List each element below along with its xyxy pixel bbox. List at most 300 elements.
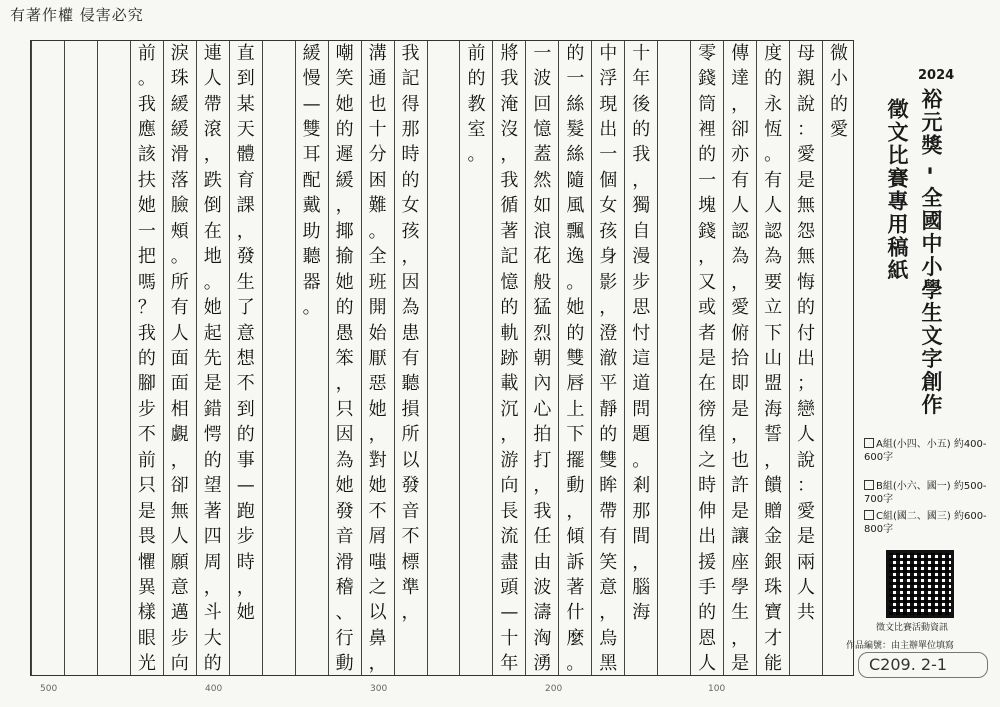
essay-char: 願 — [170, 551, 189, 573]
essay-char: 的 — [467, 68, 486, 90]
essay-char: 眼 — [137, 627, 156, 649]
essay-char: 人 — [764, 195, 783, 217]
essay-char: 是 — [137, 500, 156, 522]
essay-char: ， — [566, 500, 585, 522]
essay-char: 步 — [632, 271, 651, 293]
essay-char: 徨 — [698, 424, 717, 446]
essay-char: 望 — [203, 475, 222, 497]
essay-char: 孩 — [599, 220, 618, 242]
essay-char: 忖 — [632, 322, 651, 344]
essay-char: 十 — [632, 42, 651, 64]
manuscript-column — [459, 41, 492, 675]
essay-char: 出 — [599, 119, 618, 141]
essay-char: 珠 — [170, 68, 189, 90]
essay-char: 一 — [599, 144, 618, 166]
essay-char: 濤 — [533, 602, 552, 624]
essay-char: 擺 — [566, 449, 585, 471]
group-c: C組(國二、國三) 約600-800字 — [864, 511, 987, 535]
checkbox-checked-icon — [864, 510, 874, 520]
essay-char: 一 — [137, 220, 156, 242]
essay-char: 付 — [797, 322, 816, 344]
essay-char: 、 — [335, 602, 354, 624]
essay-char: 的 — [698, 144, 717, 166]
essay-char: 自 — [632, 220, 651, 242]
essay-char: 鼻 — [368, 627, 387, 649]
essay-char: 錢 — [698, 220, 717, 242]
essay-char: 髮 — [566, 119, 585, 141]
essay-char: 應 — [137, 119, 156, 141]
essay-char: 珠 — [764, 576, 783, 598]
essay-char: 上 — [566, 398, 585, 420]
essay-char: 年 — [500, 653, 519, 675]
essay-char: ， — [599, 602, 618, 624]
manuscript-column — [822, 41, 855, 675]
essay-char: 恩 — [698, 627, 717, 649]
essay-char: 異 — [137, 576, 156, 598]
manuscript-grid — [30, 40, 854, 676]
essay-char: 共 — [797, 602, 816, 624]
essay-char: 記 — [401, 68, 420, 90]
essay-char: 臉 — [170, 195, 189, 217]
essay-char: 只 — [137, 475, 156, 497]
manuscript-column — [657, 41, 690, 675]
essay-char: 行 — [335, 627, 354, 649]
essay-char: 飄 — [566, 220, 585, 242]
essay-char: 才 — [764, 627, 783, 649]
essay-char: 載 — [500, 373, 519, 395]
essay-char: 個 — [599, 169, 618, 191]
essay-char: 這 — [632, 348, 651, 369]
essay-char: 說 — [797, 93, 816, 115]
essay-char: 認 — [731, 220, 750, 242]
contest-year: 2024 — [918, 68, 955, 83]
essay-char: 有 — [731, 169, 750, 191]
essay-char: 或 — [698, 297, 717, 319]
essay-char: 我 — [137, 93, 156, 115]
essay-char: 道 — [632, 373, 651, 395]
essay-char: ， — [731, 93, 750, 115]
essay-char: 能 — [764, 653, 783, 675]
essay-char: 配 — [302, 169, 321, 191]
essay-char: 以 — [401, 449, 420, 471]
essay-char: 卻 — [731, 119, 750, 141]
essay-char: 的 — [500, 297, 519, 319]
essay-char: 頭 — [500, 576, 519, 598]
manuscript-column — [558, 41, 591, 675]
essay-char: 著 — [203, 500, 222, 522]
essay-char: 記 — [500, 246, 519, 268]
essay-char: 憶 — [500, 271, 519, 293]
essay-char: 笑 — [335, 68, 354, 90]
ruler-tick-label: 400 — [205, 684, 223, 694]
essay-char: 她 — [368, 398, 387, 420]
essay-char: 我 — [500, 169, 519, 191]
essay-char: 了 — [236, 297, 255, 319]
essay-char: 愛 — [797, 144, 816, 166]
essay-char: 步 — [137, 398, 156, 420]
essay-char: 全 — [368, 246, 387, 268]
essay-char: 內 — [533, 373, 552, 395]
essay-char: 裡 — [698, 119, 717, 141]
essay-char: 浮 — [599, 68, 618, 90]
essay-char: 親 — [797, 68, 816, 90]
essay-char: 的 — [401, 169, 420, 191]
essay-char: 人 — [698, 653, 717, 675]
essay-char: 海 — [632, 602, 651, 624]
manuscript-column — [525, 41, 558, 675]
essay-char: 嘲 — [335, 42, 354, 64]
essay-char: — — [236, 475, 255, 497]
essay-char: 是 — [698, 348, 717, 369]
essay-char: ， — [500, 144, 519, 166]
essay-char: 分 — [368, 144, 387, 166]
essay-char: 滑 — [170, 144, 189, 166]
essay-char: 饋 — [764, 475, 783, 497]
essay-char: 聽 — [401, 373, 420, 395]
essay-char: 女 — [401, 195, 420, 217]
essay-char: 靜 — [599, 398, 618, 420]
essay-char: 我 — [401, 42, 420, 64]
essay-char: ， — [401, 246, 420, 268]
essay-char: 在 — [203, 220, 222, 242]
essay-char: 打 — [533, 449, 552, 471]
essay-char: 頰 — [170, 220, 189, 242]
essay-char: 流 — [500, 526, 519, 548]
essay-char: 無 — [797, 246, 816, 268]
essay-char: ， — [599, 297, 618, 319]
essay-char: 誓 — [764, 424, 783, 446]
essay-char: 把 — [137, 246, 156, 268]
essay-char: — — [302, 93, 321, 115]
essay-char: 為 — [401, 297, 420, 319]
essay-char: 跡 — [500, 348, 519, 369]
essay-char: 面 — [170, 348, 189, 369]
manuscript-column — [64, 41, 97, 675]
essay-char: ， — [368, 653, 387, 675]
essay-char: 手 — [698, 576, 717, 598]
essay-char: 十 — [368, 119, 387, 141]
essay-char: 立 — [764, 297, 783, 319]
essay-char: 洶 — [533, 627, 552, 649]
essay-char: 覷 — [170, 424, 189, 446]
essay-char: 逸 — [566, 246, 585, 268]
essay-char: 樣 — [137, 602, 156, 624]
essay-char: 的 — [203, 653, 222, 675]
essay-char: 。 — [137, 68, 156, 90]
essay-char: 她 — [335, 475, 354, 497]
essay-char: 由 — [533, 551, 552, 573]
essay-char: 寶 — [764, 602, 783, 624]
essay-char: 傾 — [566, 526, 585, 548]
essay-char: 該 — [137, 144, 156, 166]
essay-char: ， — [731, 424, 750, 446]
essay-char: 的 — [599, 424, 618, 446]
essay-char: 戴 — [302, 195, 321, 217]
essay-char: 難 — [368, 195, 387, 217]
checkbox-icon — [864, 438, 874, 448]
manuscript-column — [328, 41, 361, 675]
essay-char: 。 — [203, 271, 222, 293]
manuscript-column — [394, 41, 427, 675]
essay-char: 絲 — [566, 144, 585, 166]
essay-char: 卻 — [170, 475, 189, 497]
essay-char: 猛 — [533, 297, 552, 319]
essay-char: 思 — [632, 297, 651, 319]
essay-char: 波 — [533, 576, 552, 598]
essay-char: 著 — [566, 576, 585, 598]
essay-char: 的 — [698, 602, 717, 624]
essay-char: 達 — [731, 68, 750, 90]
manuscript-column — [196, 41, 229, 675]
essay-char: 銀 — [764, 551, 783, 573]
essay-char: 不 — [137, 424, 156, 446]
essay-char: 助 — [302, 220, 321, 242]
essay-char: 山 — [764, 348, 783, 369]
essay-char: 身 — [599, 246, 618, 268]
essay-char: 得 — [401, 93, 420, 115]
essay-char: 心 — [533, 398, 552, 420]
essay-char: 向 — [500, 475, 519, 497]
essay-char: 雙 — [599, 449, 618, 471]
essay-char: 遲 — [335, 144, 354, 166]
essay-char: 愛 — [731, 297, 750, 319]
essay-char: 學 — [731, 576, 750, 598]
essay-char: 零 — [698, 42, 717, 64]
ruler-tick-label: 200 — [545, 684, 563, 694]
essay-char: 長 — [500, 500, 519, 522]
essay-char: 緩 — [170, 119, 189, 141]
essay-char: 慢 — [302, 68, 321, 90]
essay-char: 她 — [137, 195, 156, 217]
essay-char: 她 — [335, 271, 354, 293]
essay-char: 沉 — [500, 398, 519, 420]
essay-char: 不 — [236, 373, 255, 395]
essay-char: 出 — [797, 348, 816, 369]
essay-char: 認 — [764, 220, 783, 242]
essay-char: 大 — [203, 627, 222, 649]
essay-char: 光 — [137, 653, 156, 675]
essay-char: 盡 — [500, 551, 519, 573]
essay-char: 者 — [698, 322, 717, 344]
id-label: 作品編號：由主辦單位填寫 — [846, 641, 955, 651]
essay-char: 著 — [500, 220, 519, 242]
essay-char: 援 — [698, 551, 717, 573]
essay-char: 的 — [335, 297, 354, 319]
essay-char: 下 — [566, 424, 585, 446]
essay-char: 是 — [797, 526, 816, 548]
essay-char: 周 — [203, 551, 222, 573]
essay-char: ， — [401, 602, 420, 624]
essay-char: 循 — [500, 195, 519, 217]
essay-char: 永 — [764, 93, 783, 115]
essay-char: 的 — [236, 424, 255, 446]
essay-char: 面 — [170, 373, 189, 395]
essay-char: 落 — [170, 169, 189, 191]
manuscript-column — [262, 41, 295, 675]
essay-char: 畏 — [137, 526, 156, 548]
essay-char: 之 — [368, 576, 387, 598]
essay-char: 海 — [764, 398, 783, 420]
essay-char: 時 — [401, 144, 420, 166]
essay-char: 。 — [632, 449, 651, 471]
essay-char: 通 — [368, 68, 387, 90]
essay-char: ， — [170, 449, 189, 471]
essay-char: 的 — [566, 42, 585, 64]
essay-char: 軌 — [500, 322, 519, 344]
essay-char: 然 — [533, 169, 552, 191]
essay-char: 她 — [368, 475, 387, 497]
manuscript-column — [97, 41, 130, 675]
essay-char: 緩 — [335, 169, 354, 191]
essay-char: 又 — [698, 271, 717, 293]
essay-char: 獨 — [632, 195, 651, 217]
essay-char: 想 — [236, 348, 255, 369]
essay-char: 。 — [467, 144, 486, 166]
essay-char: ， — [500, 424, 519, 446]
essay-char: 我 — [500, 68, 519, 90]
essay-char: 雙 — [566, 348, 585, 369]
essay-char: 倒 — [203, 195, 222, 217]
essay-char: 漫 — [632, 246, 651, 268]
essay-char: 許 — [731, 475, 750, 497]
essay-char: 的 — [797, 297, 816, 319]
essay-char: ： — [797, 475, 816, 497]
essay-char: 所 — [401, 424, 420, 446]
essay-char: 金 — [764, 526, 783, 548]
essay-char: 天 — [236, 119, 255, 141]
essay-char: 生 — [731, 602, 750, 624]
essay-char: 器 — [302, 271, 321, 293]
essay-char: 也 — [368, 93, 387, 115]
id-box — [858, 652, 988, 678]
essay-char: 孩 — [401, 220, 420, 242]
essay-char: 拍 — [533, 424, 552, 446]
essay-char: 要 — [764, 271, 783, 293]
essay-char: 不 — [401, 526, 420, 548]
essay-char: 先 — [203, 348, 222, 369]
essay-char: 任 — [533, 526, 552, 548]
manuscript-column — [163, 41, 196, 675]
essay-char: 現 — [599, 93, 618, 115]
essay-char: 教 — [467, 93, 486, 115]
essay-char: 前 — [137, 42, 156, 64]
essay-char: 拾 — [731, 348, 750, 369]
essay-char: 向 — [170, 653, 189, 675]
manuscript-column — [31, 41, 64, 675]
essay-char: 蓋 — [533, 144, 552, 166]
essay-char: 伸 — [698, 500, 717, 522]
essay-char: 塊 — [698, 195, 717, 217]
essay-char: 前 — [467, 42, 486, 64]
essay-char: 意 — [599, 576, 618, 598]
essay-char: 揄 — [335, 246, 354, 268]
essay-char: 課 — [236, 195, 255, 217]
essay-char: 愚 — [335, 322, 354, 344]
group-a: A組(小四、小五) 約400-600字 — [864, 439, 987, 463]
essay-char: 人 — [797, 424, 816, 446]
essay-char: 惡 — [368, 373, 387, 395]
essay-char: 女 — [599, 195, 618, 217]
essay-char: 題 — [632, 424, 651, 446]
essay-char: 音 — [401, 500, 420, 522]
essay-char: 徬 — [698, 398, 717, 420]
essay-char: 有 — [170, 297, 189, 319]
essay-char: 因 — [401, 271, 420, 293]
essay-char: 風 — [566, 195, 585, 217]
essay-char: 微 — [830, 42, 848, 64]
essay-char: 時 — [236, 551, 255, 573]
essay-char: 即 — [731, 373, 750, 395]
essay-char: 斗 — [203, 602, 222, 624]
manuscript-column — [756, 41, 789, 675]
essay-char: 無 — [797, 195, 816, 217]
essay-char: 平 — [599, 373, 618, 395]
essay-char: 烏 — [599, 627, 618, 649]
essay-char: 對 — [368, 449, 387, 471]
essay-char: 將 — [500, 42, 519, 64]
essay-char: ， — [731, 271, 750, 293]
essay-char: 腦 — [632, 576, 651, 598]
essay-char: 愕 — [203, 424, 222, 446]
essay-char: 小 — [830, 68, 848, 90]
essay-char: 前 — [137, 449, 156, 471]
essay-char: 絲 — [566, 93, 585, 115]
essay-char: ， — [203, 576, 222, 598]
essay-char: 一 — [566, 68, 585, 90]
essay-char: 愛 — [797, 500, 816, 522]
essay-char: 的 — [335, 119, 354, 141]
essay-char: 之 — [698, 449, 717, 471]
group-b: B組(小六、國一) 約500-700字 — [864, 481, 987, 505]
essay-char: 笨 — [335, 348, 354, 369]
essay-char: 笑 — [599, 551, 618, 573]
essay-char: 黑 — [599, 653, 618, 675]
essay-char: 嗤 — [368, 551, 387, 573]
essay-char: 起 — [203, 322, 222, 344]
essay-char: 悔 — [797, 271, 816, 293]
essay-char: 後 — [632, 93, 651, 115]
essay-char: 一 — [698, 169, 717, 191]
essay-char: 是 — [731, 653, 750, 675]
essay-char: 耳 — [302, 144, 321, 166]
essay-char: 發 — [335, 500, 354, 522]
essay-char: ， — [236, 220, 255, 242]
essay-char: 度 — [764, 42, 783, 64]
essay-char: 她 — [566, 297, 585, 319]
essay-char: 人 — [797, 576, 816, 598]
essay-char: 有 — [764, 169, 783, 191]
essay-char: ， — [335, 195, 354, 217]
form-sidebar — [846, 40, 1000, 680]
essay-char: 下 — [764, 322, 783, 344]
essay-char: 說 — [797, 449, 816, 471]
essay-char: 她 — [236, 602, 255, 624]
essay-char: 讓 — [731, 526, 750, 548]
essay-char: 始 — [368, 322, 387, 344]
essay-char: ， — [632, 169, 651, 191]
essay-char: 愛 — [830, 119, 848, 141]
essay-char: 沒 — [500, 119, 519, 141]
essay-char: 帶 — [599, 500, 618, 522]
essay-char: 。 — [566, 271, 585, 293]
essay-char: 雙 — [302, 119, 321, 141]
essay-char: 帶 — [203, 93, 222, 115]
essay-char: 問 — [632, 398, 651, 420]
essay-char: 是 — [731, 398, 750, 420]
essay-char: 游 — [500, 449, 519, 471]
manuscript-column — [295, 41, 328, 675]
essay-char: 戀 — [797, 398, 816, 420]
